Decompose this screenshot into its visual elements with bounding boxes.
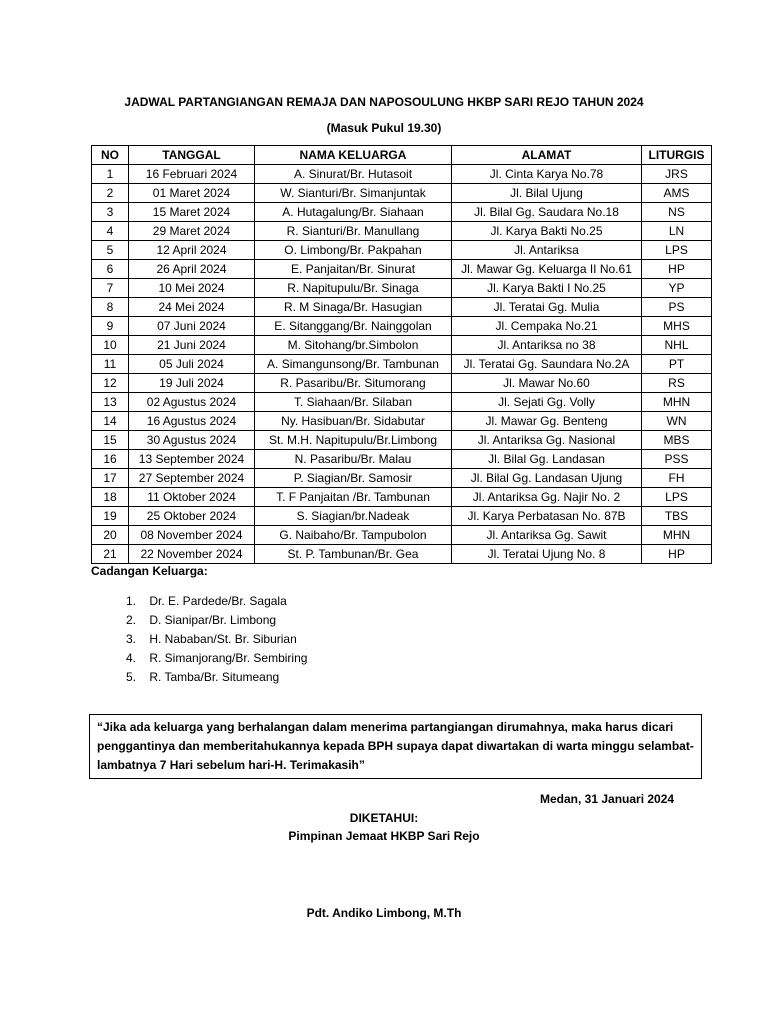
list-item-number: 2. <box>125 613 136 627</box>
list-item <box>91 668 307 687</box>
table-row <box>92 222 712 241</box>
cell-tanggal: 11 Oktober 2024 <box>129 488 255 507</box>
cell-no: 6 <box>92 260 129 279</box>
list-item-text: R. Tamba/Br. Situmeang <box>149 670 280 684</box>
cell-liturgis: LN <box>642 222 712 241</box>
cell-liturgis: YP <box>642 279 712 298</box>
cell-liturgis: LPS <box>642 488 712 507</box>
schedule-table <box>91 145 712 564</box>
table-header-row <box>92 146 712 165</box>
cell-nama-keluarga: M. Sitohang/br.Simbolon <box>255 336 452 355</box>
cell-alamat: Jl. Teratai Gg. Saundara No.2A <box>452 355 642 374</box>
cell-tanggal: 21 Juni 2024 <box>129 336 255 355</box>
table-row <box>92 526 712 545</box>
cell-tanggal: 16 Februari 2024 <box>129 165 255 184</box>
table-row <box>92 431 712 450</box>
cell-no: 2 <box>92 184 129 203</box>
header-tanggal: TANGGAL <box>129 146 255 165</box>
header-alamat: ALAMAT <box>452 146 642 165</box>
table-row <box>92 279 712 298</box>
cell-alamat: Jl. Bilal Gg. Saudara No.18 <box>452 203 642 222</box>
table-row <box>92 412 712 431</box>
table-row <box>92 488 712 507</box>
cell-tanggal: 01 Maret 2024 <box>129 184 255 203</box>
place-date: Medan, 31 Januari 2024 <box>540 792 675 806</box>
cell-liturgis: PS <box>642 298 712 317</box>
cell-tanggal: 16 Agustus 2024 <box>129 412 255 431</box>
table-row <box>92 241 712 260</box>
cell-tanggal: 25 Oktober 2024 <box>129 507 255 526</box>
table-row <box>92 393 712 412</box>
cell-liturgis: AMS <box>642 184 712 203</box>
cell-no: 12 <box>92 374 129 393</box>
cell-alamat: Jl. Antariksa Gg. Najir No. 2 <box>452 488 642 507</box>
table-row <box>92 184 712 203</box>
cell-no: 5 <box>92 241 129 260</box>
cadangan-list <box>91 592 307 687</box>
cell-liturgis: FH <box>642 469 712 488</box>
table-row <box>92 336 712 355</box>
cell-alamat: Jl. Karya Bakti No.25 <box>452 222 642 241</box>
table-row <box>92 355 712 374</box>
cell-nama-keluarga: S. Siagian/br.Nadeak <box>255 507 452 526</box>
cell-liturgis: HP <box>642 545 712 564</box>
cell-tanggal: 29 Maret 2024 <box>129 222 255 241</box>
list-item-number: 3. <box>125 632 136 646</box>
cell-alamat: Jl. Mawar Gg. Benteng <box>452 412 642 431</box>
cell-tanggal: 08 November 2024 <box>129 526 255 545</box>
cell-alamat: Jl. Bilal Gg. Landasan <box>452 450 642 469</box>
cell-no: 7 <box>92 279 129 298</box>
document-title: JADWAL PARTANGIANGAN REMAJA DAN NAPOSOULUNG HKBP SARI REJO TAHUN 2024 <box>124 95 644 109</box>
cell-no: 11 <box>92 355 129 374</box>
cell-alamat: Jl. Bilal Ujung <box>452 184 642 203</box>
cell-liturgis: WN <box>642 412 712 431</box>
diketahui-label: DIKETAHUI: <box>349 811 419 825</box>
header-nama-keluarga: NAMA KELUARGA <box>255 146 452 165</box>
cell-liturgis: NS <box>642 203 712 222</box>
cell-nama-keluarga: T. F Panjaitan /Br. Tambunan <box>255 488 452 507</box>
cell-nama-keluarga: T. Siahaan/Br. Silaban <box>255 393 452 412</box>
list-item-text: Dr. E. Pardede/Br. Sagala <box>149 594 287 608</box>
table-row <box>92 545 712 564</box>
cell-no: 8 <box>92 298 129 317</box>
table-row <box>92 203 712 222</box>
cell-alamat: Jl. Mawar No.60 <box>452 374 642 393</box>
cell-alamat: Jl. Mawar Gg. Keluarga II No.61 <box>452 260 642 279</box>
list-item <box>91 630 307 649</box>
cell-liturgis: HP <box>642 260 712 279</box>
cell-tanggal: 22 November 2024 <box>129 545 255 564</box>
table-row <box>92 507 712 526</box>
table-row <box>92 260 712 279</box>
header-liturgis: LITURGIS <box>642 146 712 165</box>
cell-nama-keluarga: A. Simangunsong/Br. Tambunan <box>255 355 452 374</box>
cell-no: 17 <box>92 469 129 488</box>
cell-alamat: Jl. Antariksa Gg. Nasional <box>452 431 642 450</box>
cell-nama-keluarga: E. Sitanggang/Br. Nainggolan <box>255 317 452 336</box>
signatory-name: Pdt. Andiko Limbong, M.Th <box>306 906 462 920</box>
cell-nama-keluarga: O. Limbong/Br. Pakpahan <box>255 241 452 260</box>
cell-liturgis: LPS <box>642 241 712 260</box>
cell-nama-keluarga: A. Sinurat/Br. Hutasoit <box>255 165 452 184</box>
cell-liturgis: RS <box>642 374 712 393</box>
cell-nama-keluarga: R. Sianturi/Br. Manullang <box>255 222 452 241</box>
cell-liturgis: TBS <box>642 507 712 526</box>
list-item-text: D. Sianipar/Br. Limbong <box>149 613 277 627</box>
cell-alamat: Jl. Antariksa Gg. Sawit <box>452 526 642 545</box>
cell-tanggal: 05 Juli 2024 <box>129 355 255 374</box>
cell-nama-keluarga: G. Naibaho/Br. Tampubolon <box>255 526 452 545</box>
table-row <box>92 469 712 488</box>
cell-alamat: Jl. Teratai Gg. Mulia <box>452 298 642 317</box>
table-row <box>92 450 712 469</box>
cell-no: 18 <box>92 488 129 507</box>
cell-liturgis: NHL <box>642 336 712 355</box>
cell-liturgis: MHN <box>642 526 712 545</box>
cell-tanggal: 19 Juli 2024 <box>129 374 255 393</box>
list-item-text: H. Nababan/St. Br. Siburian <box>149 632 297 646</box>
document-subtitle: (Masuk Pukul 19.30) <box>326 121 442 135</box>
notice-box: “Jika ada keluarga yang berhalangan dalam menerima partangiangan dirumahnya, maka harus dicari penggantinya dan memberitahukannya kepada BPH supaya dapat diwartakan di warta minggu selambat-lambatnya 7 Hari sebelum hari-H. Terimakasih” <box>89 714 702 779</box>
cell-no: 19 <box>92 507 129 526</box>
cell-tanggal: 12 April 2024 <box>129 241 255 260</box>
cell-tanggal: 15 Maret 2024 <box>129 203 255 222</box>
cell-no: 20 <box>92 526 129 545</box>
list-item <box>91 649 307 668</box>
cell-liturgis: JRS <box>642 165 712 184</box>
cell-nama-keluarga: P. Siagian/Br. Samosir <box>255 469 452 488</box>
cell-nama-keluarga: N. Pasaribu/Br. Malau <box>255 450 452 469</box>
cell-no: 10 <box>92 336 129 355</box>
cell-tanggal: 02 Agustus 2024 <box>129 393 255 412</box>
cell-no: 15 <box>92 431 129 450</box>
cell-no: 14 <box>92 412 129 431</box>
table-row <box>92 374 712 393</box>
cell-alamat: Jl. Cempaka No.21 <box>452 317 642 336</box>
cell-tanggal: 13 September 2024 <box>129 450 255 469</box>
table-row <box>92 317 712 336</box>
cell-alamat: Jl. Sejati Gg. Volly <box>452 393 642 412</box>
list-item <box>91 611 307 630</box>
cell-nama-keluarga: A. Hutagalung/Br. Siahaan <box>255 203 452 222</box>
cell-no: 9 <box>92 317 129 336</box>
table-row <box>92 298 712 317</box>
cell-liturgis: PSS <box>642 450 712 469</box>
header-no: NO <box>92 146 129 165</box>
list-item-number: 4. <box>125 651 136 665</box>
cell-tanggal: 10 Mei 2024 <box>129 279 255 298</box>
list-item-number: 5. <box>125 670 136 684</box>
cell-alamat: Jl. Teratai Ujung No. 8 <box>452 545 642 564</box>
cell-alamat: Jl. Antariksa no 38 <box>452 336 642 355</box>
cell-no: 16 <box>92 450 129 469</box>
cell-nama-keluarga: St. M.H. Napitupulu/Br.Limbong <box>255 431 452 450</box>
cell-no: 4 <box>92 222 129 241</box>
cell-nama-keluarga: E. Panjaitan/Br. Sinurat <box>255 260 452 279</box>
cell-nama-keluarga: R. M Sinaga/Br. Hasugian <box>255 298 452 317</box>
cell-tanggal: 26 April 2024 <box>129 260 255 279</box>
cell-no: 3 <box>92 203 129 222</box>
cell-nama-keluarga: Ny. Hasibuan/Br. Sidabutar <box>255 412 452 431</box>
cell-tanggal: 07 Juni 2024 <box>129 317 255 336</box>
cell-tanggal: 27 September 2024 <box>129 469 255 488</box>
cell-no: 1 <box>92 165 129 184</box>
cell-nama-keluarga: W. Sianturi/Br. Simanjuntak <box>255 184 452 203</box>
cell-alamat: Jl. Bilal Gg. Landasan Ujung <box>452 469 642 488</box>
position-title: Pimpinan Jemaat HKBP Sari Rejo <box>288 829 480 843</box>
list-item <box>91 592 307 611</box>
list-item-number: 1. <box>125 594 136 608</box>
cell-no: 13 <box>92 393 129 412</box>
cell-no: 21 <box>92 545 129 564</box>
cell-liturgis: MHN <box>642 393 712 412</box>
cell-alamat: Jl. Antariksa <box>452 241 642 260</box>
schedule-table-body <box>92 165 712 564</box>
cell-alamat: Jl. Karya Perbatasan No. 87B <box>452 507 642 526</box>
cell-nama-keluarga: R. Napitupulu/Br. Sinaga <box>255 279 452 298</box>
list-item-text: R. Simanjorang/Br. Sembiring <box>149 651 308 665</box>
cell-nama-keluarga: St. P. Tambunan/Br. Gea <box>255 545 452 564</box>
cell-nama-keluarga: R. Pasaribu/Br. Situmorang <box>255 374 452 393</box>
cell-liturgis: MBS <box>642 431 712 450</box>
cell-tanggal: 30 Agustus 2024 <box>129 431 255 450</box>
table-row <box>92 165 712 184</box>
cell-liturgis: PT <box>642 355 712 374</box>
cell-alamat: Jl. Cinta Karya No.78 <box>452 165 642 184</box>
cadangan-title: Cadangan Keluarga: <box>91 564 208 578</box>
cell-tanggal: 24 Mei 2024 <box>129 298 255 317</box>
cell-alamat: Jl. Karya Bakti I No.25 <box>452 279 642 298</box>
cell-liturgis: MHS <box>642 317 712 336</box>
